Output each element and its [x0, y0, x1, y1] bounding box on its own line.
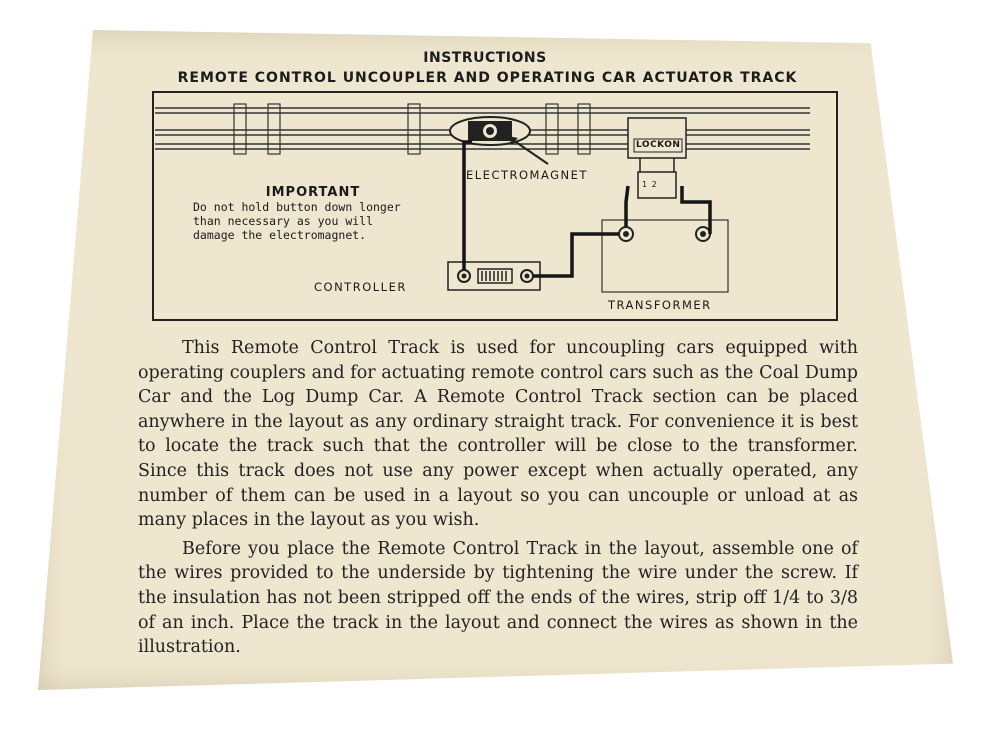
instructions-body: [138, 336, 858, 664]
important-note: [193, 186, 433, 242]
paragraph-1: This Remote Control Track is used for uncoupling cars equipped with operating couplers and for actuating remote control cars such as the Coal Dump Car and the Log Dump Car. A Remote Control Track section can be placed anywhere in the layout as any ordinary straight track. For convenience it is best to locate the track such that the controller will be close to the transformer. Since this track does not use any power except when actually operated, any number of them can be used in a layout so you can uncouple or unload at as many places in the layout as you wish.: [138, 338, 858, 531]
page-title: INSTRUCTIONS: [423, 50, 547, 66]
important-heading: IMPORTANT: [265, 185, 361, 200]
important-line-1: Do not hold button down longer: [193, 200, 401, 214]
lockon-terminals-label: 1 2: [642, 180, 658, 189]
page-subtitle: REMOTE CONTROL UNCOUPLER AND OPERATING CAR ACTUATOR TRACK: [177, 70, 798, 86]
track-ties: [234, 104, 590, 154]
lockon-label: LOCKON: [636, 140, 681, 150]
electromagnet-label: ELECTROMAGNET: [466, 168, 588, 182]
electromagnet-icon: [450, 117, 530, 145]
transformer-label: TRANSFORMER: [608, 298, 712, 312]
controller-label: CONTROLLER: [314, 280, 407, 294]
paragraph-2: Before you place the Remote Control Track in the layout, assemble one of the wires provided to the underside by tightening the wire under the screw. If the insulation has not been stripped off the ends of the wires, strip off 1/4 to 3/8 of an inch. Place the track in the layout and connect the wires as shown in the illustration.: [138, 538, 858, 658]
important-line-3: damage the electromagnet.: [193, 228, 367, 242]
controller-icon: [448, 262, 540, 290]
important-line-2: than necessary as you will: [193, 214, 374, 228]
